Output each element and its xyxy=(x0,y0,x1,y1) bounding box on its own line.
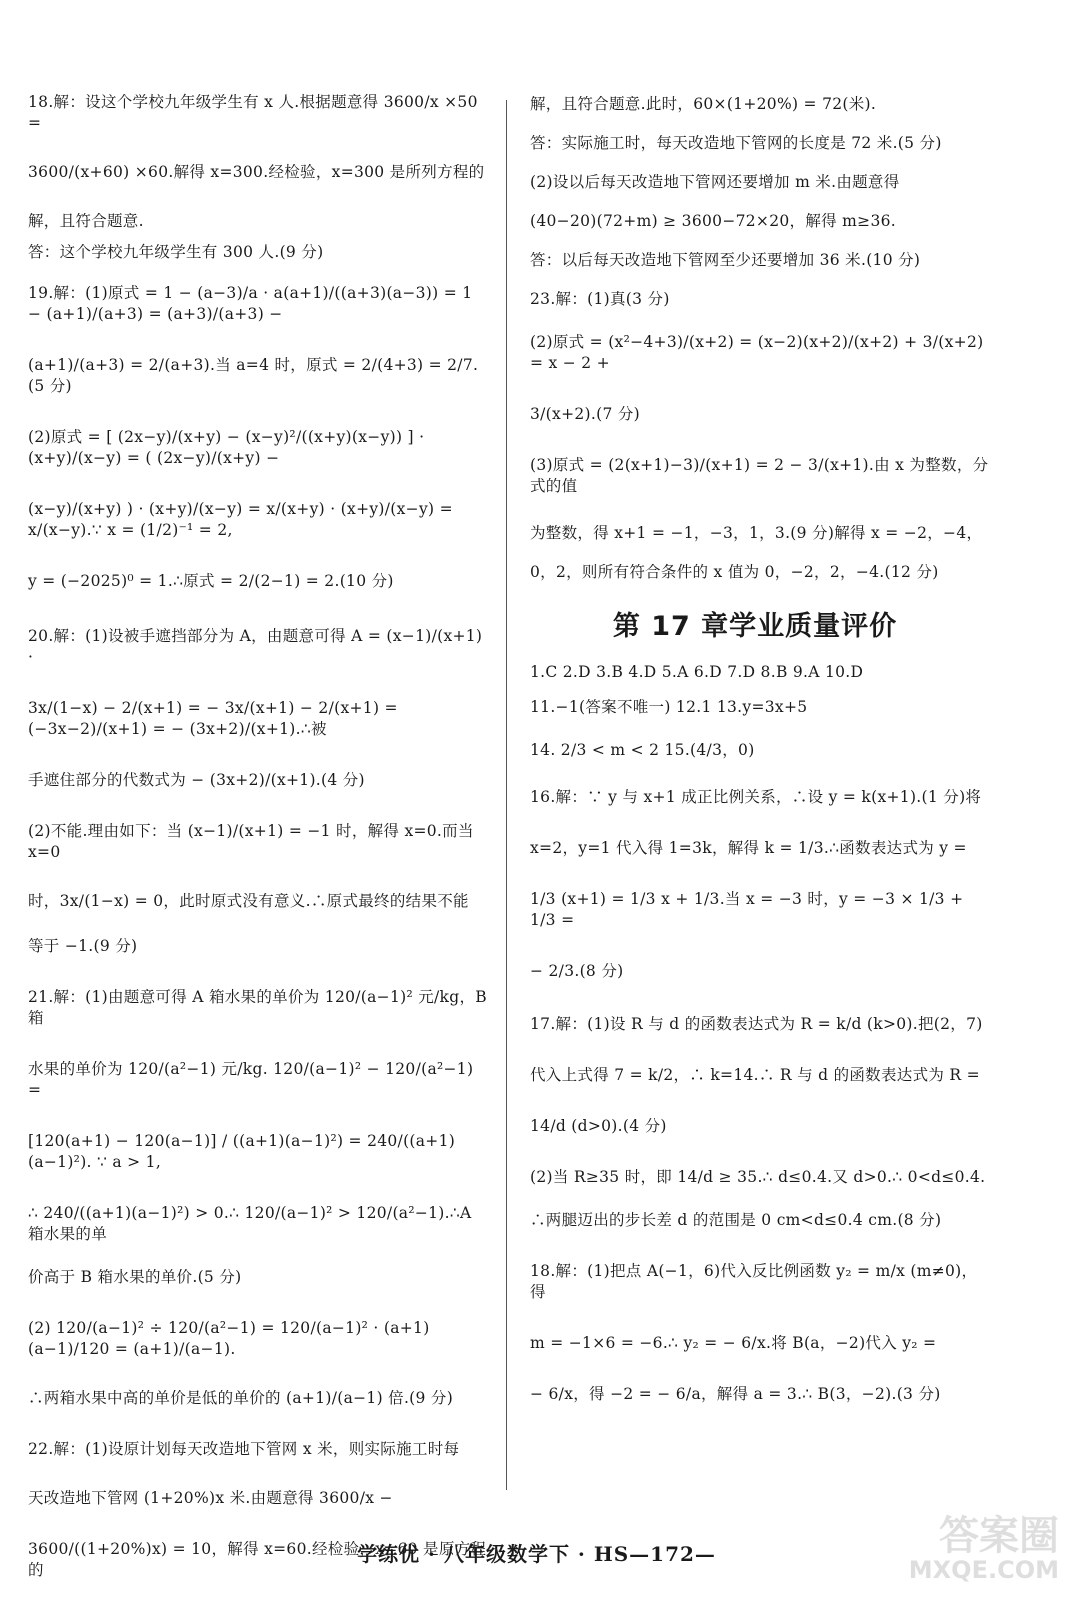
text-line: 答：以后每天改造地下管网至少还要增加 36 米.(10 分) xyxy=(530,251,921,269)
text-line: 19.解：(1)原式 = 1 − (a−3)/a · a(a+1)/((a+3)(a−3)) = 1 − (a+1)/(a+3) = (a+3)/(a+3) − xyxy=(28,284,473,323)
text-line: (2)原式 = [ (2x−y)/(x+y) − (x−y)²/((x+y)(x−y)) ] · (x+y)/(x−y) = ( (2x−y)/(x+y) − xyxy=(28,428,425,467)
text-line: 20.解：(1)设被手遮挡部分为 A，由题意可得 A = (x−1)/(x+1) · xyxy=(28,627,483,666)
text-line: 21.解：(1)由题意可得 A 箱水果的单价为 120/(a−1)² 元/kg，B 箱 xyxy=(28,988,487,1027)
text-line: 答：实际施工时，每天改造地下管网的长度是 72 米.(5 分) xyxy=(530,134,942,152)
text-line: 水果的单价为 120/(a²−1) 元/kg. 120/(a−1)² − 120/(a²−1) = xyxy=(28,1060,474,1099)
text-line: 答：这个学校九年级学生有 300 人.(9 分) xyxy=(28,243,324,261)
watermark-text-top: 答案圈 xyxy=(939,1513,1059,1559)
text-line: 时，3x/(1−x) = 0，此时原式没有意义.∴原式最终的结果不能 xyxy=(28,892,469,910)
text-line: (x−y)/(x+y) ) · (x+y)/(x−y) = x/(x+y) · (x+y)/(x−y) = x/(x−y).∵ x = (1/2)⁻¹ = 2, xyxy=(28,500,453,539)
text-line: 14/d (d>0).(4 分) xyxy=(530,1117,667,1135)
section-title: 第 17 章学业质量评价 xyxy=(612,611,898,642)
right-column-bottom xyxy=(530,662,990,1410)
text-line: 16.解：∵ y 与 x+1 成正比例关系，∴设 y = k(x+1).(1 分)将 xyxy=(530,788,982,806)
text-line: ∴两腿迈出的步长差 d 的范围是 0 cm<d≤0.4 cm.(8 分) xyxy=(530,1211,942,1229)
text-line: 解，且符合题意.此时，60×(1+20%) = 72(米). xyxy=(530,95,877,113)
text-line: 3x/(1−x) − 2/(x+1) = − 3x/(x+1) − 2/(x+1) = (−3x−2)/(x+1) = − (3x+2)/(x+1).∴被 xyxy=(28,699,398,738)
text-line: y = (−2025)⁰ = 1.∴原式 = 2/(2−1) = 2.(10 分) xyxy=(28,572,394,590)
text-line: 18.解：设这个学校九年级学生有 x 人.根据题意得 3600/x ×50 = xyxy=(28,93,478,132)
text-line: 天改造地下管网 (1+20%)x 米.由题意得 3600/x − xyxy=(28,1489,393,1507)
text-line: 11.−1(答案不唯一) 12.1 13.y=3x+5 xyxy=(530,698,808,716)
text-line: 17.解：(1)设 R 与 d 的函数表达式为 R = k/d (k>0).把(2，7) xyxy=(530,1015,983,1033)
text-line: ∴ 240/((a+1)(a−1)²) > 0.∴ 120/(a−1)² > 120/(a²−1).∴A 箱水果的单 xyxy=(28,1204,472,1243)
text-line: 23.解：(1)真(3 分) xyxy=(530,290,670,308)
text-line: 为整数，得 x+1 = −1，−3，1，3.(9 分)解得 x = −2，−4， xyxy=(530,524,983,542)
text-line: (40−20)(72+m) ≥ 3600−72×20，解得 m≥36. xyxy=(530,212,897,230)
text-line: 1/3 (x+1) = 1/3 x + 1/3.当 x = −3 时，y = −3 × 1/3 + 1/3 = xyxy=(530,890,964,929)
watermark-text-bottom: MXQE.COM xyxy=(908,1556,1059,1584)
column-divider xyxy=(506,100,507,1490)
text-line: (3)原式 = (2(x+1)−3)/(x+1) = 2 − 3/(x+1).由 x 为整数，分式的值 xyxy=(530,456,989,495)
text-line: 3600/((1+20%)x) = 10，解得 x=60.经检验，x=60 是原方程的 xyxy=(28,1540,487,1579)
left-column xyxy=(28,92,488,1586)
text-line: 3600/(x+60) ×60.解得 x=300.经检验，x=300 是所列方程的 xyxy=(28,163,485,181)
page-footer: 学练优 · 八年级数学下 · HS—172— xyxy=(357,1542,716,1566)
text-line: 3/(x+2).(7 分) xyxy=(530,405,640,423)
text-line: − 6/x，得 −2 = − 6/a，解得 a = 3.∴ B(3，−2).(3 分) xyxy=(530,1385,941,1403)
watermark-logo xyxy=(889,1500,1059,1590)
text-line: (2) 120/(a−1)² ÷ 120/(a²−1) = 120/(a−1)² · (a+1)(a−1)/120 = (a+1)/(a−1). xyxy=(28,1319,430,1358)
text-line: (2)当 R≥35 时，即 14/d ≥ 35.∴ d≤0.4.又 d>0.∴ 0<d≤0.4. xyxy=(530,1168,986,1186)
text-line: ∴两箱水果中高的单价是低的单价的 (a+1)/(a−1) 倍.(9 分) xyxy=(28,1389,454,1407)
text-line: 0，2，则所有符合条件的 x 值为 0，−2，2，−4.(12 分) xyxy=(530,563,939,581)
text-line: [120(a+1) − 120(a−1)] / ((a+1)(a−1)²) = 240/((a+1)(a−1)²). ∵ a > 1, xyxy=(28,1132,456,1171)
text-line: 等于 −1.(9 分) xyxy=(28,937,138,955)
text-line: x=2，y=1 代入得 1=3k，解得 k = 1/3.∴函数表达式为 y = xyxy=(530,839,967,857)
right-column-top xyxy=(530,94,990,588)
text-line: 18.解：(1)把点 A(−1，6)代入反比例函数 y₂ = m/x (m≠0)，得 xyxy=(530,1262,978,1301)
text-line: (a+1)/(a+3) = 2/(a+3).当 a=4 时，原式 = 2/(4+3) = 2/7.(5 分) xyxy=(28,356,479,395)
text-line: (2)设以后每天改造地下管网还要增加 m 米.由题意得 xyxy=(530,173,900,191)
text-line: − 2/3.(8 分) xyxy=(530,962,624,980)
text-line: m = −1×6 = −6.∴ y₂ = − 6/x.将 B(a，−2)代入 y₂ = xyxy=(530,1334,937,1352)
text-line: 价高于 B 箱水果的单价.(5 分) xyxy=(28,1268,242,1286)
text-line: 1.C 2.D 3.B 4.D 5.A 6.D 7.D 8.B 9.A 10.D xyxy=(530,663,864,681)
text-line: 22.解：(1)设原计划每天改造地下管网 x 米，则实际施工时每 xyxy=(28,1440,460,1458)
text-line: (2)原式 = (x²−4+3)/(x+2) = (x−2)(x+2)/(x+2) + 3/(x+2) = x − 2 + xyxy=(530,333,984,372)
text-line: 手遮住部分的代数式为 − (3x+2)/(x+1).(4 分) xyxy=(28,771,365,789)
text-line: 14. 2/3 < m < 2 15.(4/3，0) xyxy=(530,741,755,759)
text-line: (2)不能.理由如下：当 (x−1)/(x+1) = −1 时，解得 x=0.而当 x=0 xyxy=(28,822,474,861)
text-line: 代入上式得 7 = k/2，∴ k=14.∴ R 与 d 的函数表达式为 R = xyxy=(530,1066,980,1084)
text-line: 解，且符合题意. xyxy=(28,212,144,230)
